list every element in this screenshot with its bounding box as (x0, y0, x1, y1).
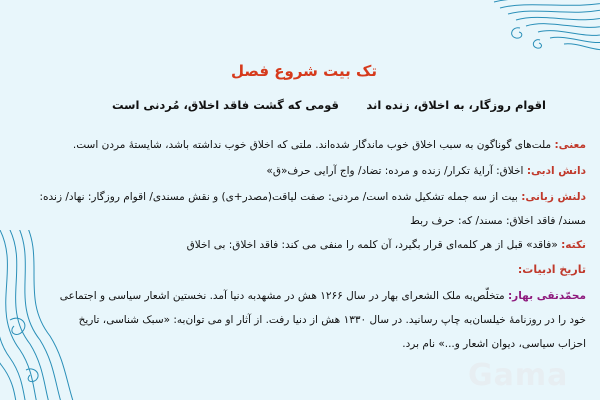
linguistic-knowledge-line (22, 192, 586, 203)
verse-first-hemistich: اقوام روزگار، به اخلاق، زنده اند (366, 98, 546, 112)
literary-knowledge-label: دانش ادبی: (526, 165, 586, 177)
linguistic-knowledge-label: دلنش زبانی: (521, 191, 586, 203)
bahar-line (22, 291, 586, 302)
bahar-text-cont-1: خود را در روزنامهٔ خیلسان‌به چاپ رسانید. در سال ۱۳۳۰ هش از دنیا رفت. از آثار او می توان‌به: «سبک شناسی، تاریخ (78, 314, 586, 326)
bahar-text: متخلّص‌به ملک الشعرای بهار در سال ۱۲۶۶ هش در مشهدبه دنیا آمد. نخستین اشعار سیاسی و اجتماعی (59, 290, 508, 302)
slide-content (22, 0, 586, 400)
note-text: «فاقد» قبل از هر کلمه‌ای قرار بگیرد، آن کلمه را منفی می کند: فاقد اخلاق: بی اخلاق (186, 239, 562, 251)
note-label: نکته: (561, 239, 586, 251)
meaning-text: ملت‌های گوناگون به سبب اخلاق خوب ماندگار شده‌اند. ملتی که اخلاق خوب نداشته باشد، شایستهٔ مردن است. (72, 139, 555, 151)
literary-history-heading (22, 264, 586, 276)
verse-second-hemistich: قومی که گشت فاقد اخلاق، مُردنی است (112, 98, 339, 112)
verse-row (112, 98, 546, 112)
bahar-text-cont-2: احزاب سیاسی، دیوان اشعار و...» نام برد. (402, 338, 586, 350)
watermark-logo: Gama (468, 358, 569, 393)
note-line (22, 240, 586, 251)
linguistic-knowledge-continued (22, 216, 586, 227)
literary-knowledge-text: اخلاق: آرایهٔ تکرار/ زنده و مرده: تضاد/ واج آرایی حرف«ق» (266, 165, 527, 177)
meaning-line (22, 140, 586, 151)
literary-history-title: تاریخ ادبیات: (517, 263, 586, 276)
meaning-label: معنی: (554, 139, 586, 151)
bahar-line-cont-2 (22, 339, 586, 350)
bahar-label: محمّدتقی بهار: (507, 290, 586, 302)
linguistic-knowledge-text: بیت از سه جمله تشکیل شده است/ مردنی: صفت لیاقت(مصدر+ی) و نقش مسندی/ اقوام روزگار: نهاد/ زنده: (39, 191, 522, 203)
page-title: تک بیت شروع فصل (231, 62, 377, 80)
literary-knowledge-line (22, 166, 586, 177)
bahar-line-cont-1 (22, 315, 586, 326)
linguistic-knowledge-text-cont: مسند/ فاقد اخلاق: مسند/ که: حرف ربط (410, 215, 586, 227)
